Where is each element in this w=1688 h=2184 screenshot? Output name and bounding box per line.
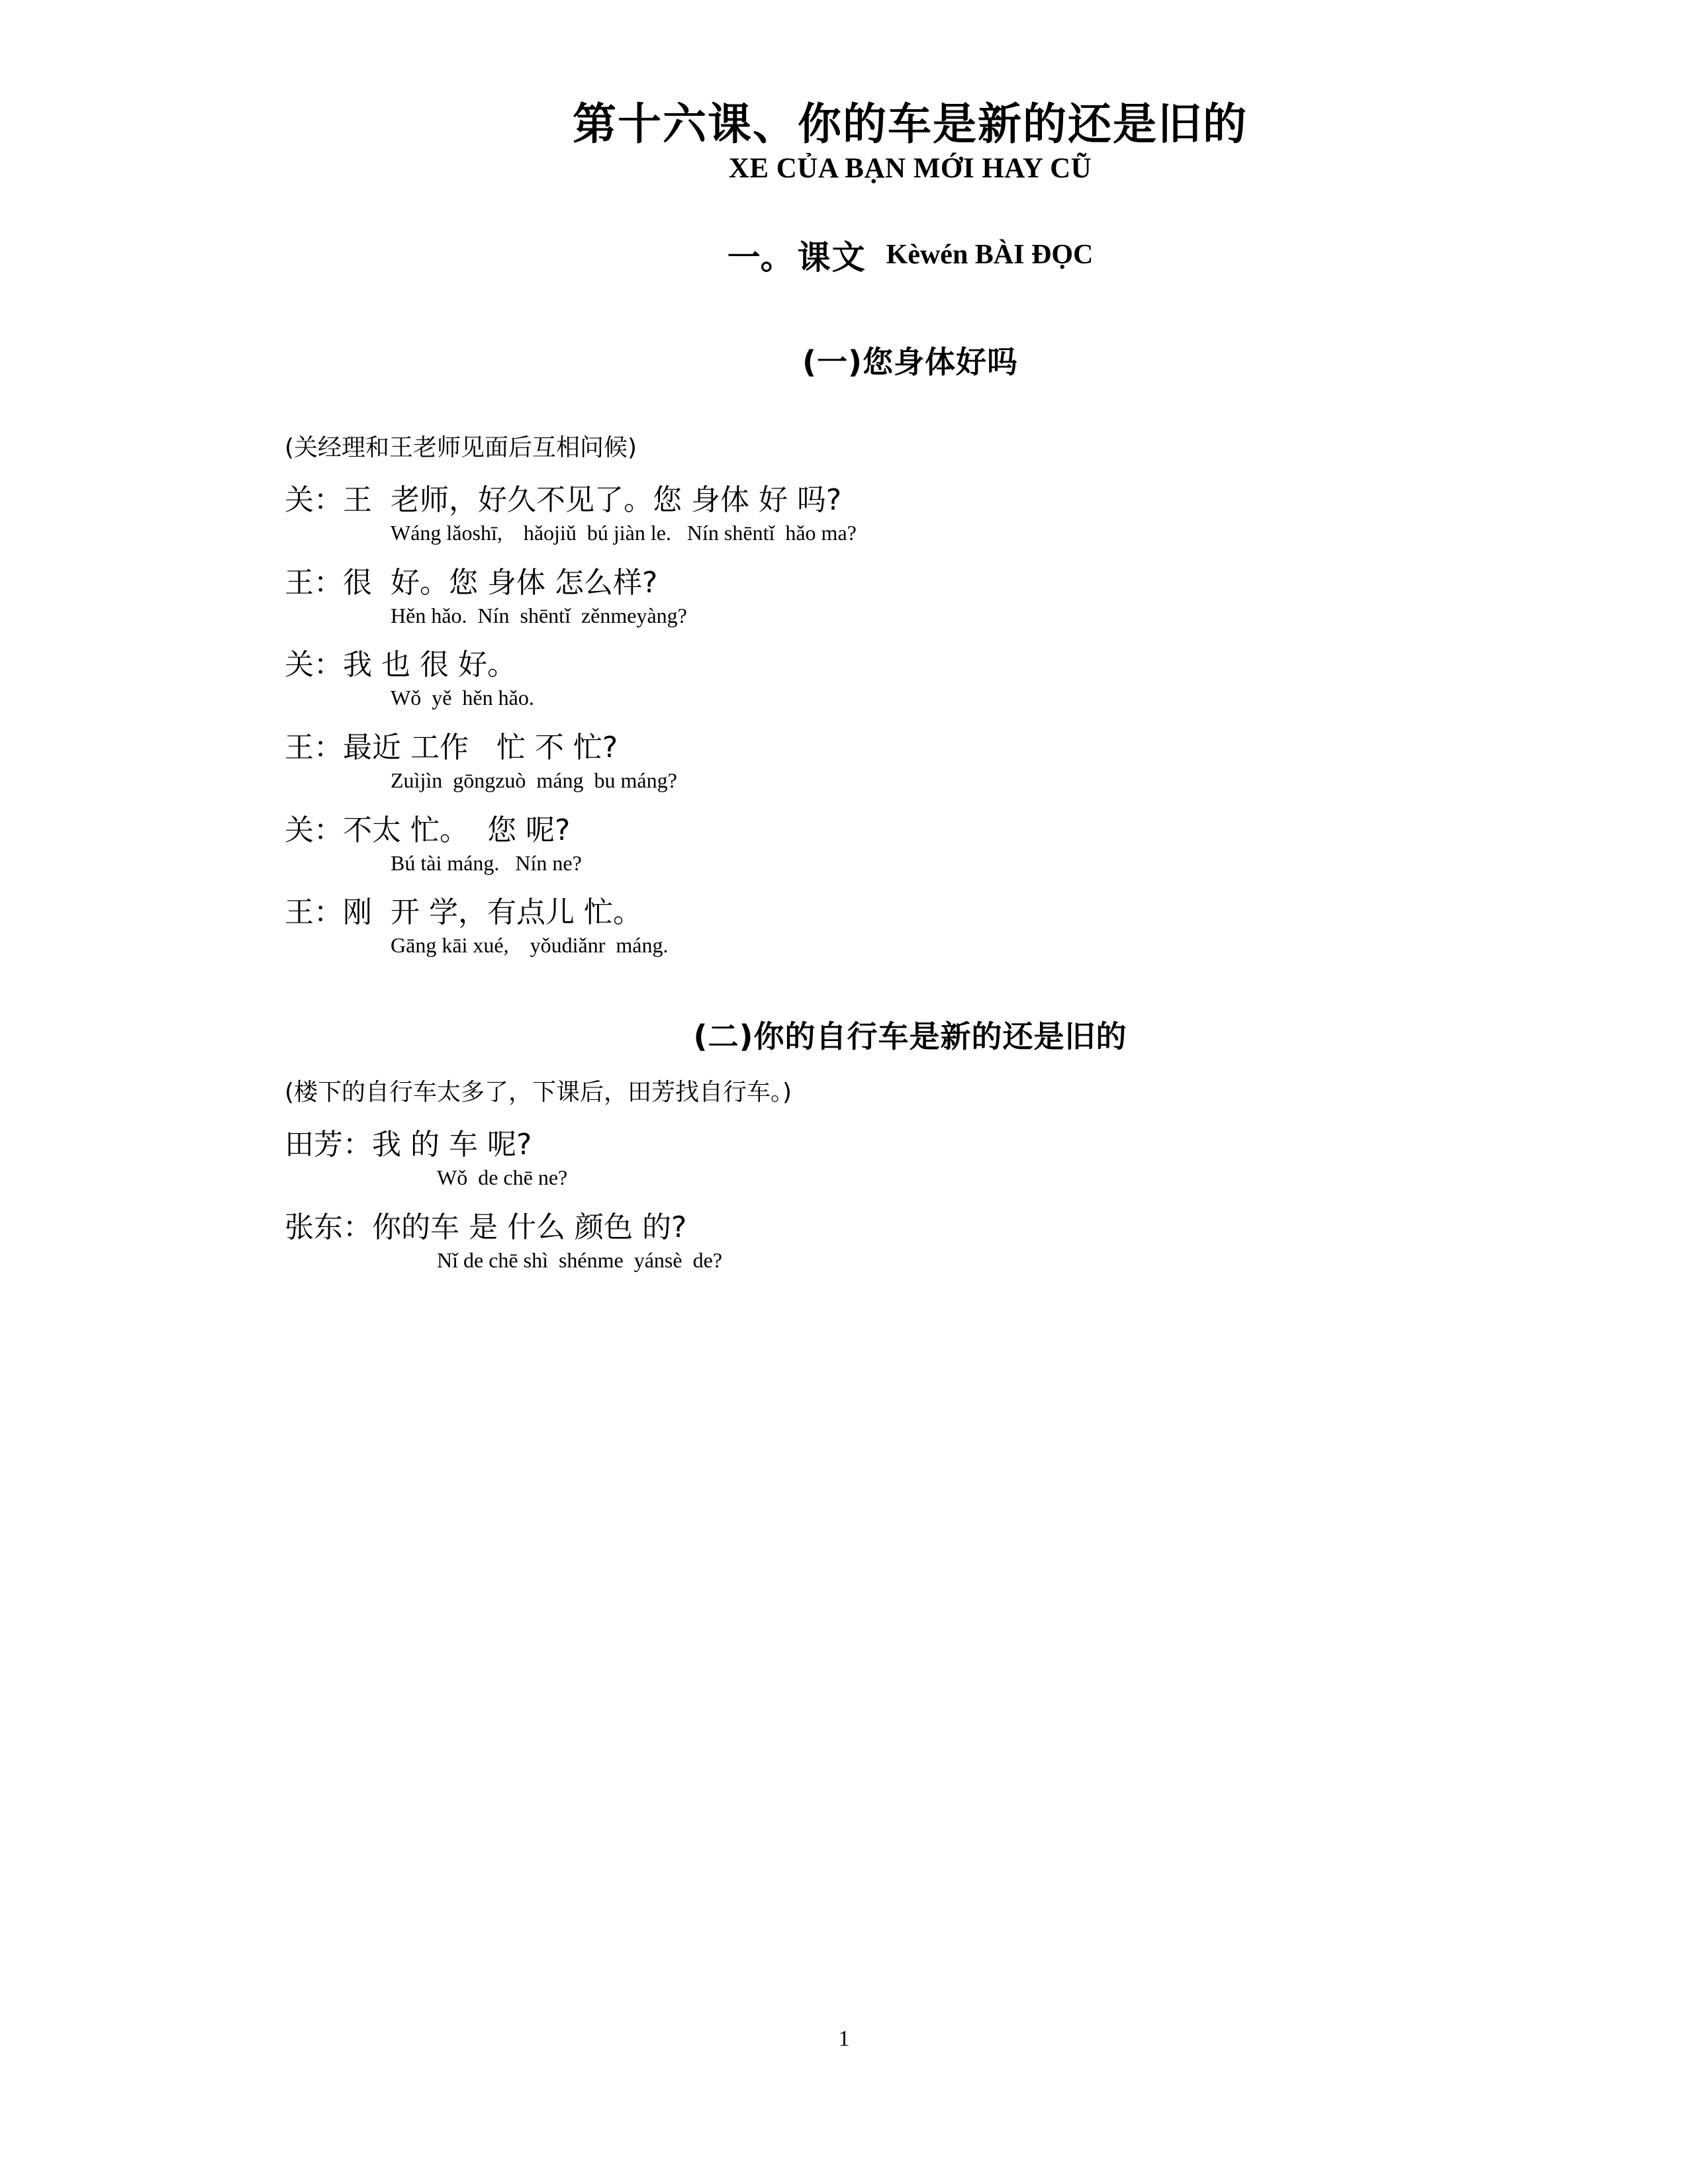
turn-pinyin: Wǒ de chē ne? xyxy=(437,1165,568,1190)
turn-hanzi: 关：王 老师，好久不见了。您 身体 好 吗? xyxy=(285,483,842,518)
subsection-heading-2: (二)你的自行车是新的还是旧的 xyxy=(693,1018,1127,1054)
turn-pinyin: Wáng lǎoshī, hǎojiǔ bú jiàn le. Nín shēntǐ hǎo ma? xyxy=(391,521,857,545)
dialogue-turn xyxy=(285,729,1536,795)
dialogue-turn xyxy=(285,647,1536,712)
turn-pinyin: Nǐ de chē shì shénme yánsè de? xyxy=(437,1248,722,1272)
turn-hanzi: 张东：你的车 是 什么 颜色 的? xyxy=(285,1210,687,1244)
dialogue-turn xyxy=(285,812,1536,878)
turn-hanzi: 田芳：我 的 车 呢? xyxy=(285,1128,532,1162)
turn-hanzi: 王：很 好。您 身体 怎么样? xyxy=(285,565,658,600)
dialogue-turn xyxy=(285,565,1536,630)
subsection-heading-1: (一)您身体好吗 xyxy=(802,343,1019,380)
turn-pinyin: Wǒ yě hěn hǎo. xyxy=(391,686,534,710)
dialogue-2 xyxy=(285,1126,1536,1274)
turn-pinyin: Hěn hǎo. Nín shēntǐ zěnmeyàng? xyxy=(391,603,687,627)
turn-hanzi: 王：刚 开 学，有点儿 忙。 xyxy=(285,895,642,930)
page-title-chinese: 第十六课、你的车是新的还是旧的 xyxy=(573,99,1248,150)
turn-hanzi: 关：我 也 很 好。 xyxy=(285,648,516,682)
turn-pinyin: Bú tài máng. Nín ne? xyxy=(391,850,582,875)
dialogue-turn xyxy=(285,1209,1536,1275)
stage-note-1: (关经理和王老师见面后互相问候) xyxy=(285,433,637,461)
dialogue-turn xyxy=(285,482,1536,547)
section-label-pinyin: Kèwén BÀI ĐỌC xyxy=(886,239,1094,270)
dialogue-turn xyxy=(285,1126,1536,1192)
turn-hanzi: 王：最近 工作 忙 不 忙? xyxy=(285,731,618,765)
section-label-chinese: 课文 xyxy=(797,238,867,277)
turn-hanzi: 关：不太 忙。 您 呢? xyxy=(285,813,571,847)
section-number: 一。 xyxy=(727,238,794,277)
dialogue-1 xyxy=(285,482,1536,960)
page-number: 1 xyxy=(838,2026,850,2051)
stage-note-2: (楼下的自行车太多了，下课后，田芳找自行车。) xyxy=(285,1078,792,1106)
section-heading xyxy=(285,231,1536,279)
turn-pinyin: Gāng kāi xué, yǒudiǎnr máng. xyxy=(391,933,669,958)
dialogue-turn xyxy=(285,894,1536,960)
turn-pinyin: Zuìjìn gōngzuò máng bu máng? xyxy=(391,768,677,793)
page-title-vietnamese: XE CỦA BẠN MỚI HAY CŨ xyxy=(728,152,1092,184)
